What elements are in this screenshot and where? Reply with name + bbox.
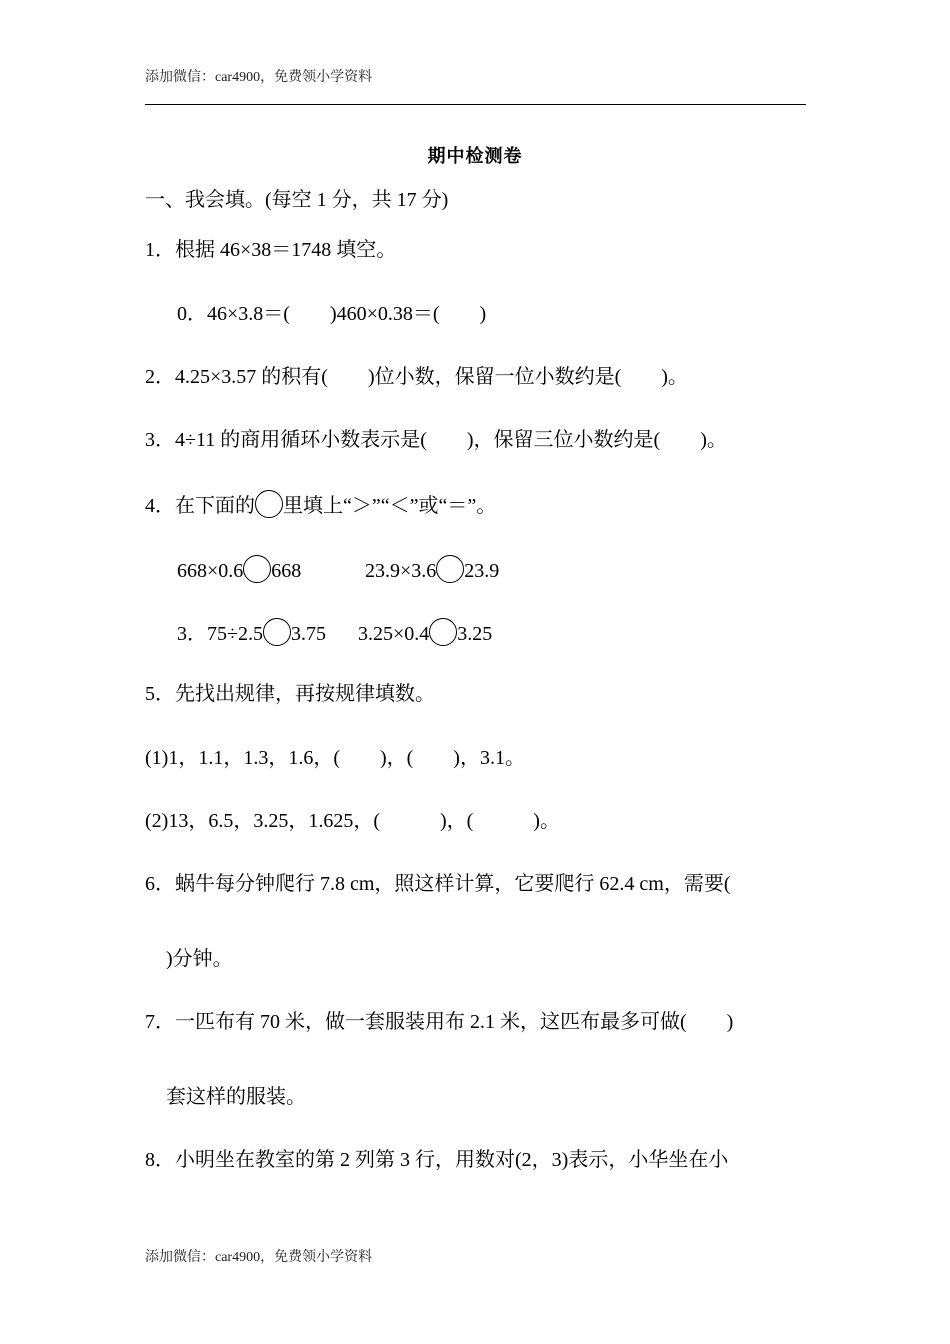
question-4-pre: 4．在下面的 xyxy=(145,495,255,517)
expr-left: 23.9×3.6 xyxy=(365,560,437,582)
question-5: 5．先找出规律，再按规律填数。 xyxy=(145,683,435,705)
answer-circle-icon xyxy=(436,555,464,583)
page-title: 期中检测卷 xyxy=(427,146,523,167)
question-7-line-2: 套这样的服装。 xyxy=(166,1086,306,1108)
answer-circle-icon xyxy=(263,618,291,646)
question-5-sub-1: (1)1，1.1，1.3，1.6，( )，( )，3.1。 xyxy=(145,747,525,769)
header-divider xyxy=(145,104,806,105)
question-4 xyxy=(145,490,496,519)
question-1-sub: 0．46×3.8＝( )460×0.38＝( ) xyxy=(177,303,487,325)
question-4-row-1b xyxy=(365,555,499,584)
question-4-row-1a xyxy=(177,555,301,584)
question-3: 3．4÷11 的商用循环小数表示是( )，保留三位小数约是( )。 xyxy=(145,429,727,451)
question-4-post: 里填上“＞”“＜”或“＝”。 xyxy=(283,495,497,517)
compare-circle-icon xyxy=(255,490,283,518)
expr-left: 3．75÷2.5 xyxy=(177,623,263,645)
question-4-row-2a xyxy=(177,618,326,647)
section-heading: 一、我会填。(每空 1 分，共 17 分) xyxy=(145,189,449,211)
question-6-line-1: 6．蜗牛每分钟爬行 7.8 cm，照这样计算，它要爬行 62.4 cm，需要( xyxy=(145,873,731,895)
question-8-line-1: 8．小明坐在教室的第 2 列第 3 行，用数对(2，3)表示，小华坐在小 xyxy=(145,1149,729,1171)
question-1: 1．根据 46×38＝1748 填空。 xyxy=(145,239,397,261)
question-5-sub-2: (2)13，6.5，3.25，1.625，( )，( )。 xyxy=(145,810,560,832)
question-2: 2．4.25×3.57 的积有( )位小数，保留一位小数约是( )。 xyxy=(145,366,688,388)
expr-right: 23.9 xyxy=(464,560,500,582)
answer-circle-icon xyxy=(429,618,457,646)
expr-left: 3.25×0.4 xyxy=(358,623,430,645)
expr-right: 3.25 xyxy=(457,623,493,645)
page-footer: 添加微信：car4900，免费领小学资料 xyxy=(145,1250,373,1265)
answer-circle-icon xyxy=(243,555,271,583)
question-7-line-1: 7．一匹布有 70 米，做一套服装用布 2.1 米，这匹布最多可做( ) xyxy=(145,1011,734,1033)
expr-left: 668×0.6 xyxy=(177,560,244,582)
question-4-row-2b xyxy=(358,618,492,647)
expr-right: 3.75 xyxy=(290,623,326,645)
expr-right: 668 xyxy=(271,560,302,582)
page-header: 添加微信：car4900，免费领小学资料 xyxy=(145,70,373,85)
question-6-line-2: )分钟。 xyxy=(166,948,233,970)
